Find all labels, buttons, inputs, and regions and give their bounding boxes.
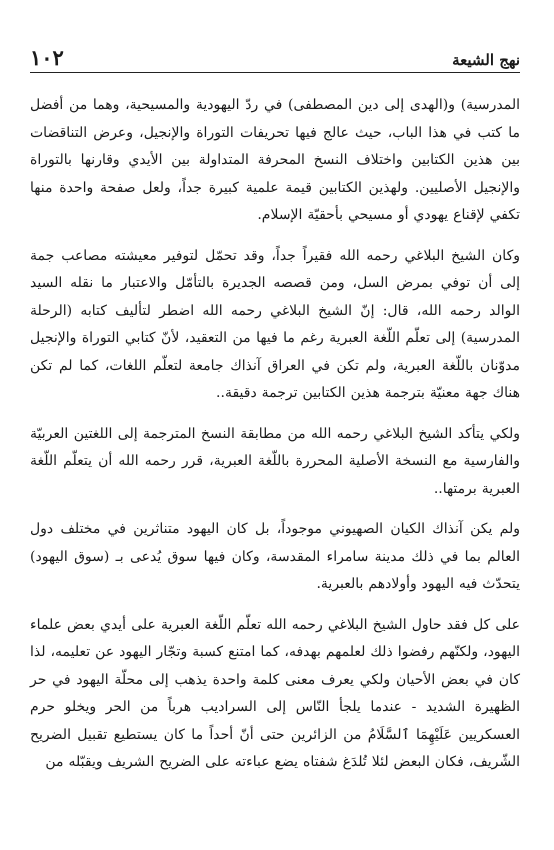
book-title: نهج الشيعة xyxy=(452,51,520,69)
header-divider xyxy=(30,72,520,73)
page-body xyxy=(30,92,520,790)
paragraph: المدرسية) و(الهدى إلى دين المصطفى) في ردّ اليهودية والمسيحية، وهما من أفضل ما كتب في هذا الباب، حيث عالج فيها تحريفات التوراة والإنجيل، وعرض التناقضات بين هذين الكتابين واختلاف النسخ المحرفة المتداولة بين الأيدي وقارنها بالتوراة والإنجيل الأصليين. ولهذين الكتابين قيمة علمية كبيرة جداً، ولعل صفحة واحدة منها تكفي لإقناع يهودي أو مسيحي بأحقيّة الإسلام. xyxy=(30,97,520,223)
paragraph: ولكي يتأكد الشيخ البلاغي رحمه الله من مطابقة النسخ المترجمة إلى اللغتين العربيّة والفارسية مع النسخة الأصلية المحررة باللّغة العبرية، قرر رحمه الله أن يتعلّم اللّغة العبرية برمتها.. xyxy=(30,425,520,497)
paragraph: ولم يكن آنذاك الكيان الصهيوني موجوداً، بل كان اليهود متناثرين في مختلف دول العالم بما في ذلك مدينة سامراء المقدسة، وكان فيها سوق يُدعى بـ (سوق اليهود) يتحدّث فيه اليهود وأولادهم بالعبرية. xyxy=(30,521,520,592)
page-number: ١٠٢ xyxy=(30,45,64,70)
paragraph: على كل فقد حاول الشيخ البلاغي رحمه الله تعلّم اللّغة العبرية على أيدي بعض علماء اليهود، ولكنّهم رفضوا ذلك لعلمهم بهدفه، كما امتنع كسبة وتجّار اليهود عن تعليمه، لذا كان في بعض الأحيان ولكي يعرف معنى كلمة واحدة يذهب إلى محلّة اليهود في حر الظهيرة الشديد - عندما يلجأ النّاس إلى السراديب هرباً من الحر ويخلو حرم العسكريين عَلَيْهِمَا ٱلسَّلَامُ من الزائرين حتى أنّ أحداً ما كان يستطيع تقبيل الضريح الشّريف، فكان البعض لئلا تُلدَغ شفتاه يضع عباءته على الضريح الشريف ويقبّله من xyxy=(30,616,520,770)
page-header xyxy=(30,38,520,68)
paragraph: وكان الشيخ البلاغي رحمه الله فقيراً جداً، وقد تحمّل لتوفير معيشته مصاعب جمة إلى أن توفي بمرض السل، ومن قصصه الجديرة بالتأمّل والاعتبار ما نقله السيد الوالد رحمه الله، قال: إنّ الشيخ البلاغي رحمه الله اضطر لتأليف كتابه (الرحلة المدرسية) إلى تعلّم اللّغة العبرية رغم ما فيها من التعقيد، لأنّ كتابي التوراة والإنجيل مدوّنان باللّغة العبرية، ولم تكن في العراق آنذاك جامعة لتعلّم اللغات، كما لم تكن هناك جهة معنيّة بترجمة هذين الكتابين ترجمة دقيقة.. xyxy=(30,247,520,401)
